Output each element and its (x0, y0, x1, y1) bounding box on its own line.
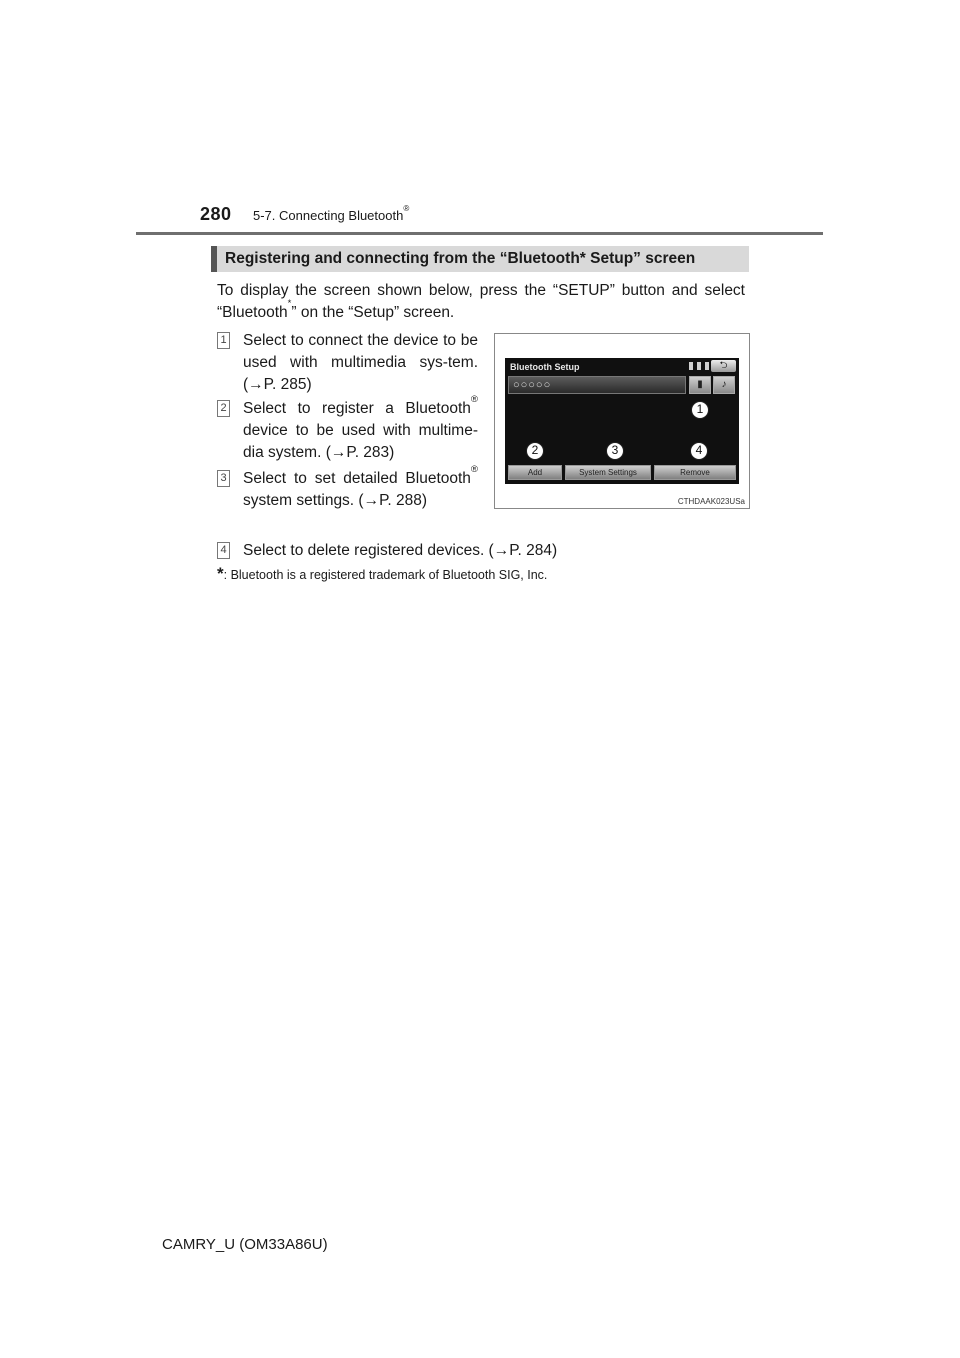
item-number: 4 (217, 542, 230, 559)
item-text: Select to connect the device to be used with multimedia sys-tem. (→P. 285) (243, 332, 478, 393)
footnote: *: Bluetooth is a registered trademark of Bluetooth SIG, Inc. (217, 564, 548, 583)
item-text: Select to register a Bluetooth® device to be used with multime-dia system. (→P. 283) (243, 394, 478, 461)
bluetooth-setup-figure (494, 333, 750, 509)
callout-4: 4 (690, 442, 708, 460)
section-title: 5-7. Connecting Bluetooth® (253, 203, 410, 223)
music-icon: ♪ (713, 376, 735, 394)
setup-screen (505, 358, 739, 484)
callout-2: 2 (526, 442, 544, 460)
figure-code: CTHDAAK023USa (677, 497, 745, 506)
manual-id: CAMRY_U (OM33A86U) (162, 1236, 328, 1253)
registered-mark: ® (403, 203, 410, 213)
callout-1: 1 (691, 401, 709, 419)
item-text: Select to set detailed Bluetooth® system settings. (→P. 288) (243, 464, 478, 509)
phone-icon: ▮ (689, 376, 711, 394)
asterisk-mark: * (287, 298, 292, 310)
back-icon: ⮌ (711, 360, 736, 372)
callout-3: 3 (606, 442, 624, 460)
add-button: Add (508, 465, 562, 480)
screen-title: Bluetooth Setup (510, 362, 580, 372)
status-icons (689, 362, 709, 370)
device-name-bar: ○○○○○ (508, 376, 686, 394)
section-heading: Registering and connecting from the “Bluetooth* Setup” screen (211, 246, 749, 272)
item-number: 2 (217, 400, 230, 417)
system-settings-button: System Settings (565, 465, 651, 480)
page-number: 280 (200, 204, 232, 224)
intro-paragraph: To display the screen shown below, press the “SETUP” button and select “Bluetooth*” on the “Setup” screen. (217, 282, 745, 321)
header-rule (136, 232, 823, 235)
item-number: 3 (217, 470, 230, 487)
remove-button: Remove (654, 465, 736, 480)
item-text: Select to delete registered devices. (→P. 284) (243, 542, 558, 559)
item-number: 1 (217, 332, 230, 349)
